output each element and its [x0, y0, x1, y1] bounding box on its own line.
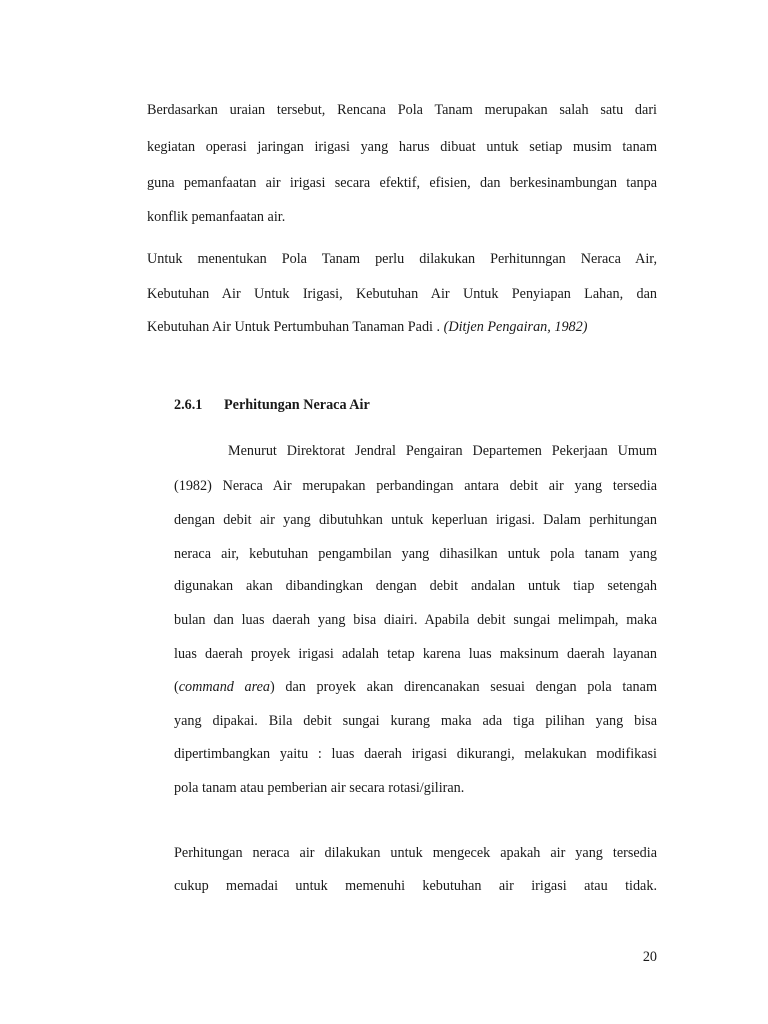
- paragraph-3-line-5: digunakan akan dibandingkan dengan debit andalan untuk tiap setengah: [174, 578, 657, 594]
- paragraph-1-line-1: Berdasarkan uraian tersebut, Rencana Pola Tanam merupakan salah satu dari: [147, 102, 657, 118]
- paragraph-2-line-3-text: Kebutuhan Air Untuk Pertumbuhan Tanaman Padi .: [147, 319, 444, 335]
- paragraph-3-line-11: pola tanam atau pemberian air secara rotasi/giliran.: [174, 780, 465, 796]
- paragraph-3-line-9: yang dipakai. Bila debit sungai kurang maka ada tiga pilihan yang bisa: [174, 713, 657, 729]
- citation: (Ditjen Pengairan, 1982): [443, 319, 588, 335]
- page-number: 20: [642, 949, 657, 965]
- paragraph-2-line-3: [147, 317, 657, 337]
- paragraph-2-line-1: Untuk menentukan Pola Tanam perlu dilakukan Perhitunngan Neraca Air,: [147, 251, 657, 267]
- paragraph-1-line-4: konflik pemanfaatan air.: [147, 209, 286, 225]
- paragraph-3-line-2: (1982) Neraca Air merupakan perbandingan antara debit air yang tersedia: [174, 478, 657, 494]
- paragraph-3-line-8: [174, 677, 657, 697]
- paragraph-3-line-10: dipertimbangkan yaitu : luas daerah irigasi dikurangi, melakukan modifikasi: [174, 746, 657, 762]
- paragraph-1-line-3: guna pemanfaatan air irigasi secara efektif, efisien, dan berkesinambungan tanpa: [147, 175, 657, 191]
- paragraph-3-line-3: dengan debit air yang dibutuhkan untuk keperluan irigasi. Dalam perhitungan: [174, 512, 657, 528]
- paragraph-3-line-6: bulan dan luas daerah yang bisa diairi. Apabila debit sungai melimpah, maka: [174, 612, 657, 628]
- paragraph-3-line-8-open: (: [174, 679, 179, 695]
- paragraph-2-line-2: Kebutuhan Air Untuk Irigasi, Kebutuhan Air Untuk Penyiapan Lahan, dan: [147, 286, 657, 302]
- command-area-term: command area: [178, 679, 271, 695]
- paragraph-4-line-1: Perhitungan neraca air dilakukan untuk mengecek apakah air yang tersedia: [174, 845, 657, 861]
- paragraph-3-line-4: neraca air, kebutuhan pengambilan yang dihasilkan untuk pola tanam yang: [174, 546, 657, 562]
- paragraph-3-line-1: Menurut Direktorat Jendral Pengairan Departemen Pekerjaan Umum: [228, 443, 657, 459]
- paragraph-1-line-2: kegiatan operasi jaringan irigasi yang harus dibuat untuk setiap musim tanam: [147, 139, 657, 155]
- paragraph-3-line-7: luas daerah proyek irigasi adalah tetap karena luas maksinum daerah layanan: [174, 646, 657, 662]
- section-number: 2.6.1: [174, 397, 203, 413]
- section-title: Perhitungan Neraca Air: [224, 397, 370, 413]
- paragraph-4-line-2: cukup memadai untuk memenuhi kebutuhan air irigasi atau tidak.: [174, 878, 657, 894]
- paragraph-3-line-8-rest: ) dan proyek akan direncanakan sesuai dengan pola tanam: [270, 679, 657, 695]
